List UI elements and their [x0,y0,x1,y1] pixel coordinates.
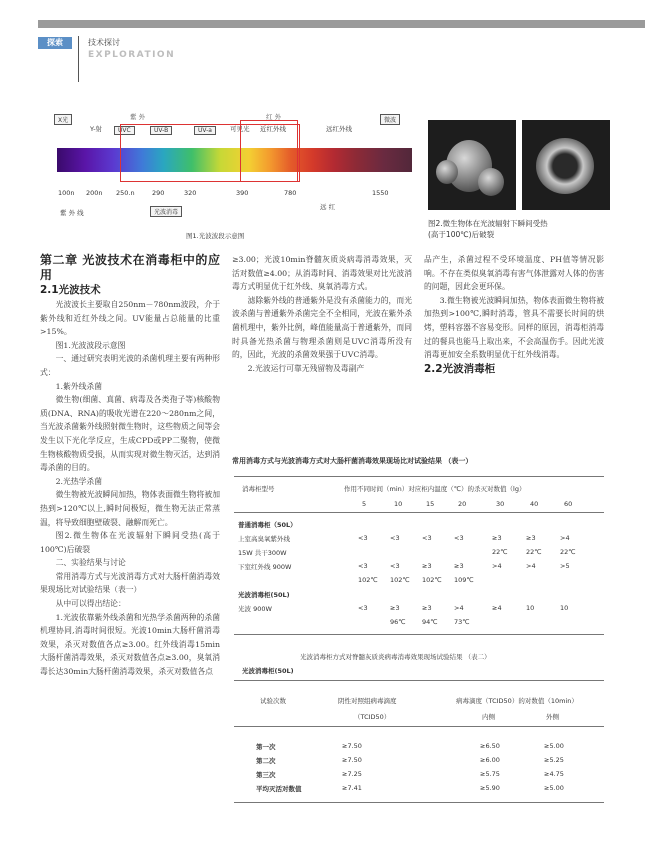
label-ir-group: 红 外 [266,113,282,121]
table1-cell: 22℃ [526,548,542,556]
header-divider [78,36,79,82]
table2-row-label: 第二次 [256,757,276,765]
table1-row-label: 上室高臭氧紫外线 [238,535,290,543]
table1-cell: ≥3 [526,534,536,542]
table2 [234,652,604,802]
table2-head-control: 阴性对照组病毒滴度 [338,697,397,705]
paragraph: 一、通过研究表明光波的杀菌机理主要有两种形式： [40,354,220,377]
table1-cell: 22℃ [492,548,508,556]
table1-cell: 73℃ [454,618,470,626]
table2-title: 光波消毒柜方式对脊髓灰质炎病毒消毒效果现场试验结果 （表二） [300,653,491,661]
table2-cell: ≥5.75 [480,770,500,778]
table2-cell: ≥7.25 [342,770,362,778]
table2-cell: ≥5.00 [544,742,564,750]
column-2 [232,253,412,375]
table1-cell: 10 [560,604,569,612]
nm-320: 320 [184,189,197,197]
table1-cell: ≥4 [492,604,502,612]
label-xray: X光 [54,114,72,125]
paragraph: 二、实验结果与讨论 [55,558,126,568]
time-header: 5 [362,500,367,508]
label-gamma: Y-射 [90,125,103,133]
table1-cell: <3 [358,534,368,542]
table2-row-label: 第三次 [256,771,276,779]
table1-cell: <3 [390,562,400,570]
paragraph: 图2.微生物体在光波辐射下瞬间受热(高于100℃)后破裂 [40,531,220,554]
label-far-red: 远 红 [320,203,336,211]
table1-cell: 94℃ [422,618,438,626]
table2-cell: ≥5.25 [544,756,564,764]
paragraph: 1.紫外线杀菌 [55,381,103,391]
spectrum-figure [54,110,414,240]
table1-cell: 109℃ [454,576,474,584]
paragraph: 常用消毒方式与光波消毒方式对大肠杆菌消毒效果现场比对试验结果（表一） [40,571,220,595]
section-heading-2-2: 2.2光波消毒柜 [424,362,496,375]
table1-cell: <3 [454,534,464,542]
table2-row-label: 平均灭活对数值 [256,785,302,793]
label-far-ir: 远红外线 [326,125,352,133]
paragraph: ≥3.00；光波10min脊髓灰质炎病毒消毒效果，灭活对数值≥4.00；从消毒时间、消毒效果对比光波消毒方式明显优于红外线、臭氧消毒方式。 [232,255,412,292]
section-badge: 探索 [38,37,72,49]
table1-row-label: 普通消毒柜（50L） [238,521,297,529]
label-lightwave-disinfect: 光波消毒 [150,206,182,217]
column-1 [40,253,220,679]
nm-200: 200n [86,189,103,197]
table1-cell: ≥3 [492,534,502,542]
table1-head-right: 作用不同时间（min）对应柜内温度（℃）的杀灭对数值（lg） [344,485,526,493]
figure2-caption: 图2.微生物体在光波辐射下瞬间受热 (高于100℃)后破裂 [428,219,548,239]
table2-cell: ≥5.00 [544,784,564,792]
table1-cell: 102℃ [390,576,410,584]
table1-cell: >4 [526,562,536,570]
paragraph: 2.光波运行可靠无残留物及毒副产 [247,363,365,373]
table1-head-left: 消毒柜型号 [242,485,275,493]
micrograph-after [522,120,610,210]
column-3 [424,253,604,377]
table1-cell: ≥3 [422,562,432,570]
table2-cell: ≥7.50 [342,756,362,764]
paragraph: 2.光热学杀菌 [55,476,103,486]
table2-cell: ≥7.50 [342,742,362,750]
paragraph: 滤除紫外线的普通紫外是没有杀菌能力的，而光波杀菌与普通紫外杀菌完全不全相同，光波在紫外杀菌机理中，紫外比例，峰值能量高于普通紫外，而同时具备光热杀菌与物理杀菌则是UVC消毒所没有的，因此，光波的杀菌效果强于UVC消毒。 [232,295,412,360]
table2-cell: ≥6.00 [480,756,500,764]
label-uvb: UV-B [150,126,172,135]
paragraph: 微生物被光波瞬间加热，物体表面微生物将被加热到>120℃以上,瞬时间极短，微生物无法正常蒸温，将导致细胞壁破裂、融解而死亡。 [40,490,220,527]
label-uv-band: 紫 外 线 [60,209,84,217]
table1-cell: <3 [390,534,400,542]
table1 [234,470,604,640]
table1-row-label: 光波 900W [238,605,272,613]
table1-cell: <3 [358,562,368,570]
table1-cell: 96℃ [390,618,406,626]
label-microwave: 微波 [380,114,400,125]
label-near-ir: 近红外线 [260,125,286,133]
table1-cell: >5 [560,562,570,570]
section-title-zh: 技术探讨 [88,38,120,47]
table1-cell: >4 [560,534,570,542]
label-uvc: UVC [114,126,135,135]
time-header: 60 [564,500,573,508]
paragraph: 品产生，杀菌过程不受环境温度、PH值等情况影响。不存在类似臭氧消毒有害气体泄露对人体的伤害的问题，因此会更环保。 [424,255,604,292]
nm-250: 250.n [116,189,135,197]
time-header: 40 [530,500,539,508]
table1-row-label: 下室红外线 900W [238,563,292,571]
table2-head-control-unit: （TCID50） [354,713,391,721]
table1-cell: ≥3 [390,604,400,612]
table1-cell: >4 [492,562,502,570]
section-heading-2-1: 2.1光波技术 [40,284,101,296]
table1-cell: 102℃ [422,576,442,584]
time-header: 10 [394,500,403,508]
chapter-heading: 第二章 光波技术在消毒柜中的应用 [40,253,220,282]
table1-row-label: 15W 共干300W [238,549,287,557]
paragraph: 光波波长主要取自250nm－780nm波段，介于紫外线和近红外线之间。UV能量占总能量的比重>15%。 [40,300,220,337]
table2-cell: ≥7.41 [342,784,362,792]
section-title-en: EXPLORATION [88,50,176,60]
nm-100: 100n [58,189,75,197]
figure1-caption: 图1.光波波段示意图 [186,232,245,240]
time-header: 15 [426,500,435,508]
table2-head-inner: 内侧 [482,713,495,721]
nm-390: 390 [236,189,249,197]
nm-780: 780 [284,189,297,197]
table2-cell: ≥4.75 [544,770,564,778]
label-uva: UV-a [194,126,216,135]
paragraph: 1.光波依靠紫外线杀菌和光热学杀菌两种的杀菌机理协同,消毒时间很短。光波10min大肠杆菌消毒效果，杀灭对数值各点≥3.00。红外线消毒15min大肠杆菌消毒效果，杀灭对数值各点≥3.00，臭氧消毒长达30min大肠杆菌消毒效果，杀灭对数值各点 [40,612,220,677]
micrograph-before [428,120,516,210]
nm-1550: 1550 [372,189,389,197]
table1-cell: <3 [422,534,432,542]
table1-cell: ≥3 [454,562,464,570]
paragraph: 3.微生物被光波瞬间加热，物体表面微生物将被加热到>100℃,瞬时消毒，管具不需要长时间的烘烤，塑料容器不容易变形。同样的原因，消毒柜消毒过的餐具也能马上取出来，不会高温伤手。因此光波消毒更加安全系数明显优于红外线消毒。 [424,295,604,360]
table2-cell: ≥5.90 [480,784,500,792]
table1-cell: >4 [454,604,464,612]
paragraph: 从中可以得出结论： [55,599,126,609]
table2-head-outer: 外侧 [546,713,559,721]
table2-cell: ≥6.50 [480,742,500,750]
table2-row-label: 第一次 [256,743,276,751]
top-bar [38,20,645,28]
time-header: 20 [458,500,467,508]
table1-cell: ≥3 [422,604,432,612]
nm-290: 290 [152,189,165,197]
table1-cell: 22℃ [560,548,576,556]
time-header: 30 [496,500,505,508]
paragraph: 微生物(细菌、真菌、病毒及各类孢子等)核酸物质(DNA、RNA)的吸收光谱在220～280nm之间，当光波杀菌紫外线照射微生物时，这些物质之间等会发生以下光化学反应，生成CPD或PP二聚物，使微生物核酸物质受损，从而实现对微生物灭活，达到消毒杀菌的目的。 [40,395,220,473]
table2-head-titer: 病毒滴度（TCID50）的对数值（10min） [456,697,578,705]
table1-cell: 102℃ [358,576,378,584]
table1-cell: 10 [526,604,535,612]
table2-head-trials: 试验次数 [260,697,286,705]
paragraph: 图1.光波波段示意图 [55,340,126,350]
label-uv-group: 紫 外 [130,113,146,121]
label-visible: 可见光 [230,125,250,133]
table1-title: 常用消毒方式与光波消毒方式对大肠杆菌消毒效果现场比对试验结果 （表一） [232,457,473,465]
table1-cell: <3 [358,604,368,612]
visible-highlight-box [240,120,298,182]
table1-row-label: 光波消毒柜(50L) [238,591,290,599]
table2-subtitle: 光波消毒柜(50L) [242,667,294,675]
